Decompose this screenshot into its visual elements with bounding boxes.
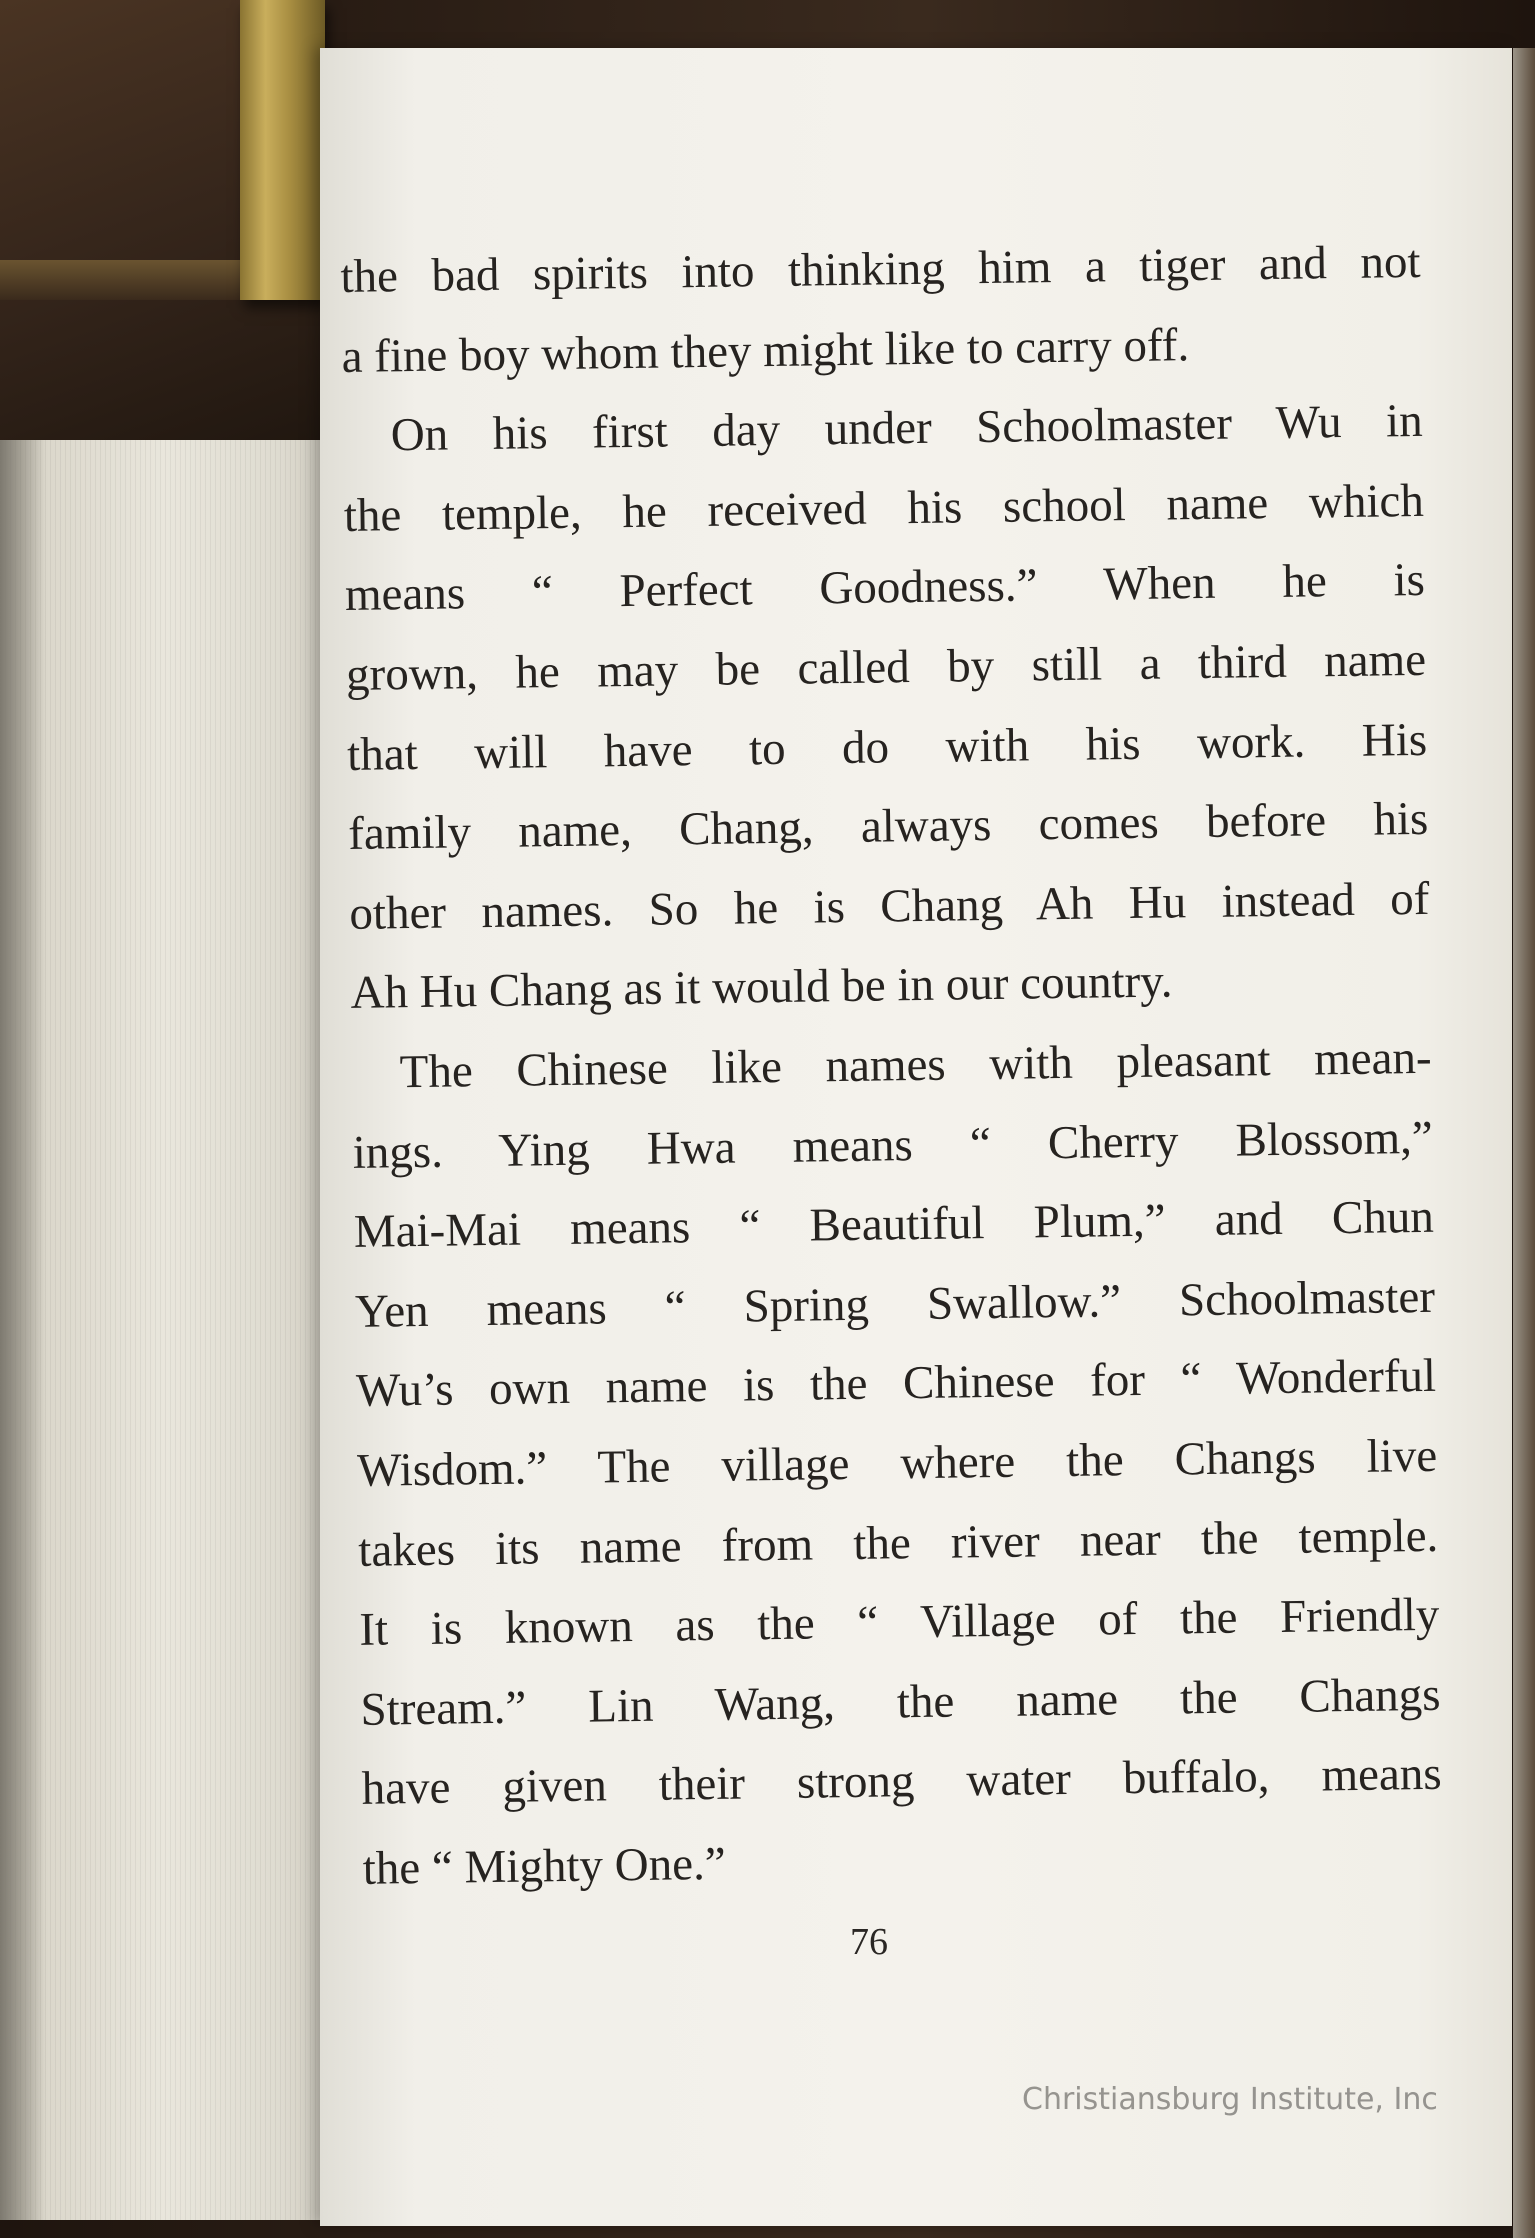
text-line: the “ Mighty One.” <box>362 1837 726 1895</box>
text-line: Stream.” Lin Wang, the name the Changs <box>360 1668 1441 1736</box>
text-line: grown, he may be called by still a third name <box>345 633 1427 701</box>
page-stack-shadow <box>0 440 45 2220</box>
text-line: Wisdom.” The village where the Changs live <box>356 1429 1438 1497</box>
text-line: a fine boy whom they might like to carry off. <box>341 318 1190 383</box>
text-line: Yen means “ Spring Swallow.” Schoolmaster <box>354 1270 1436 1338</box>
text-line: that will have to do with his work. His <box>346 713 1428 781</box>
page-number: 76 <box>850 1921 888 1963</box>
text-line: takes its name from the river near the temple. <box>357 1509 1439 1577</box>
gilt-page-edges <box>240 0 325 300</box>
text-line: means “ Perfect Goodness.” When he is <box>344 554 1426 622</box>
page-edge-right <box>1513 48 1535 2238</box>
text-line: the temple, he received his school name which <box>343 474 1425 542</box>
text-line: ings. Ying Hwa means “ Cherry Blossom,” <box>352 1111 1434 1179</box>
text-line: family name, Chang, always comes before his <box>347 793 1429 861</box>
text-line: Mai-Mai means “ Beautiful Plum,” and Chun <box>353 1190 1435 1259</box>
text-line: Wu’s own name is the Chinese for “ Wonderful <box>355 1350 1437 1418</box>
text-line: Ah Hu Chang as it would be in our country. <box>350 955 1173 1020</box>
page-text <box>340 223 1443 1909</box>
book-page <box>320 48 1512 2226</box>
text-line: The Chinese like names with pleasant mean- <box>399 1031 1432 1099</box>
text-line: It is known as the “ Village of the Friendly <box>359 1588 1440 1656</box>
text-line: have given their strong water buffalo, means <box>361 1748 1442 1816</box>
watermark-text: Christiansburg Institute, Inc <box>1022 2082 1438 2117</box>
text-line: the bad spirits into thinking him a tiger and not <box>340 235 1421 303</box>
page-stack-left <box>0 440 330 2220</box>
text-line: other names. So he is Chang Ah Hu instead of <box>349 872 1430 940</box>
text-line: On his first day under Schoolmaster Wu in <box>390 395 1424 462</box>
